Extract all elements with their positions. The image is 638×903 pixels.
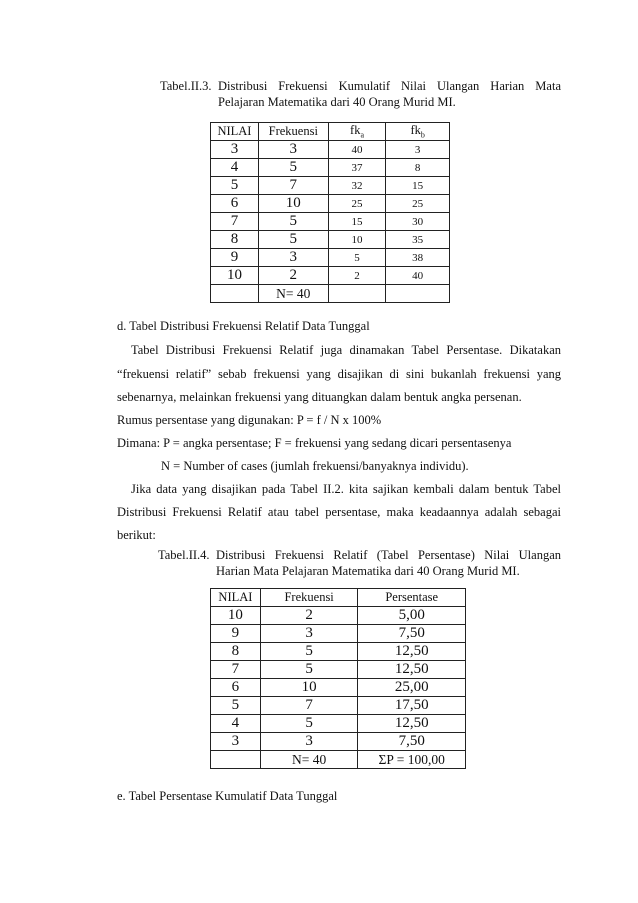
table-row (211, 643, 466, 661)
table-cell: 5,00 (358, 607, 466, 625)
table-cell: 5 (258, 159, 328, 177)
table-cell: 37 (328, 159, 386, 177)
table-cell: 12,50 (358, 643, 466, 661)
table-cell: 25 (386, 195, 450, 213)
table-cell: 5 (211, 177, 259, 195)
table1-caption-line2: Pelajaran Matematika dari 40 Orang Murid MI. (218, 95, 456, 109)
formula-line: Rumus persentase yang digunakan: P = f / N x 100% (117, 413, 382, 427)
table-header-row (211, 123, 450, 141)
table2-caption-line1: Distribusi Frekuensi Relatif (Tabel Persentase) Nilai Ulangan (216, 548, 561, 562)
header-fka: $fk_a$ (328, 123, 386, 141)
section-d-para1-line3: sebenarnya, melainkan frekuensi yang dituangkan dalam bentuk angka persenan. (117, 390, 522, 404)
total-percent: ΣP = 100,00 (358, 751, 466, 769)
table-row (211, 267, 450, 285)
table-cell: 8 (386, 159, 450, 177)
table-cell: 25,00 (358, 679, 466, 697)
n-definition: N = Number of cases (jumlah frekuensi/banyaknya individu). (161, 459, 469, 473)
header-nilai: NILAI (211, 589, 261, 607)
table-cell: 3 (260, 733, 358, 751)
table-cell: 38 (386, 249, 450, 267)
table-cell: 4 (211, 159, 259, 177)
total-n: N= 40 (258, 285, 328, 303)
table-cell: 12,50 (358, 715, 466, 733)
table-cell: 12,50 (358, 661, 466, 679)
table-cell: 5 (328, 249, 386, 267)
table-cell: 5 (258, 213, 328, 231)
table-cell: 2 (258, 267, 328, 285)
table-relative-frequency (210, 588, 466, 769)
section-d-para1-line1: Tabel Distribusi Frekuensi Relatif juga dinamakan Tabel Persentase. Dikatakan (131, 343, 561, 357)
table-total-row (211, 751, 466, 769)
table-cell: 17,50 (358, 697, 466, 715)
table-cell: 7 (211, 213, 259, 231)
table-row (211, 661, 466, 679)
header-fkb: $fk_b$ (386, 123, 450, 141)
table-row (211, 159, 450, 177)
table-cumulative-frequency (210, 122, 450, 303)
table-cell: 15 (328, 213, 386, 231)
table-cell: 25 (328, 195, 386, 213)
table-cell: 8 (211, 643, 261, 661)
table-cell: 5 (260, 643, 358, 661)
table-cell: 5 (260, 715, 358, 733)
table-row (211, 679, 466, 697)
table-cell: 10 (328, 231, 386, 249)
table-cell: 5 (258, 231, 328, 249)
section-d-para1-line2: “frekuensi relatif” sebab frekuensi yang disajikan di sini bukanlah frekuensi yang (117, 367, 561, 381)
table-row (211, 249, 450, 267)
table2-caption-label: Tabel.II.4. (158, 548, 210, 562)
table-cell: 7 (260, 697, 358, 715)
table-row (211, 141, 450, 159)
table-cell: 7 (258, 177, 328, 195)
section-e-heading: e. Tabel Persentase Kumulatif Data Tunggal (117, 789, 338, 803)
section-d-para2-line3: berikut: (117, 528, 156, 542)
table-cell: 3 (386, 141, 450, 159)
table-cell: 7 (211, 661, 261, 679)
table-row (211, 733, 466, 751)
section-d-heading: d. Tabel Distribusi Frekuensi Relatif Data Tunggal (117, 319, 370, 333)
table-cell: 10 (258, 195, 328, 213)
table-row (211, 715, 466, 733)
header-frekuensi: Frekuensi (258, 123, 328, 141)
section-d-para2-line1: Jika data yang disajikan pada Tabel II.2. kita sajikan kembali dalam bentuk Tabel (131, 482, 561, 496)
table-row (211, 697, 466, 715)
table-cell: 3 (211, 733, 261, 751)
table-cell: 3 (258, 141, 328, 159)
table-cell: 4 (211, 715, 261, 733)
table-row (211, 607, 466, 625)
table-row (211, 177, 450, 195)
table-cell: 3 (258, 249, 328, 267)
table-cell: 10 (211, 607, 261, 625)
table-header-row (211, 589, 466, 607)
table-cell: 6 (211, 679, 261, 697)
dimana-line: Dimana: P = angka persentase; F = frekuensi yang sedang dicari persentasenya (117, 436, 512, 450)
table-cell: 30 (386, 213, 450, 231)
table-cell: 5 (211, 697, 261, 715)
table-cell: 2 (328, 267, 386, 285)
table-cell: 7,50 (358, 625, 466, 643)
header-nilai: NILAI (211, 123, 259, 141)
header-persentase: Persentase (358, 589, 466, 607)
table1-caption-line1: Distribusi Frekuensi Kumulatif Nilai Ulangan Harian Mata (218, 79, 561, 93)
table-cell: 2 (260, 607, 358, 625)
table2-caption-line2: Harian Mata Pelajaran Matematika dari 40 Orang Murid MI. (216, 564, 520, 578)
table-row (211, 625, 466, 643)
table-cell: 40 (386, 267, 450, 285)
table-cell: 40 (328, 141, 386, 159)
table-cell: 8 (211, 231, 259, 249)
table1-caption-label: Tabel.II.3. (160, 79, 212, 93)
table-cell: 7,50 (358, 733, 466, 751)
section-d-para2-line2: Distribusi Frekuensi Relatif atau tabel persentase, maka keadaannya adalah sebagai (117, 505, 561, 519)
table-cell: 32 (328, 177, 386, 195)
table-row (211, 213, 450, 231)
table-cell: 5 (260, 661, 358, 679)
table-cell: 10 (260, 679, 358, 697)
table-cell: 3 (211, 141, 259, 159)
table-cell: 9 (211, 625, 261, 643)
table-cell: 3 (260, 625, 358, 643)
table-cell: 15 (386, 177, 450, 195)
table-cell: 6 (211, 195, 259, 213)
table-total-row (211, 285, 450, 303)
total-n: N= 40 (260, 751, 358, 769)
table-cell: 10 (211, 267, 259, 285)
table-row (211, 231, 450, 249)
header-frekuensi: Frekuensi (260, 589, 358, 607)
table-cell: 35 (386, 231, 450, 249)
table-row (211, 195, 450, 213)
table-cell: 9 (211, 249, 259, 267)
